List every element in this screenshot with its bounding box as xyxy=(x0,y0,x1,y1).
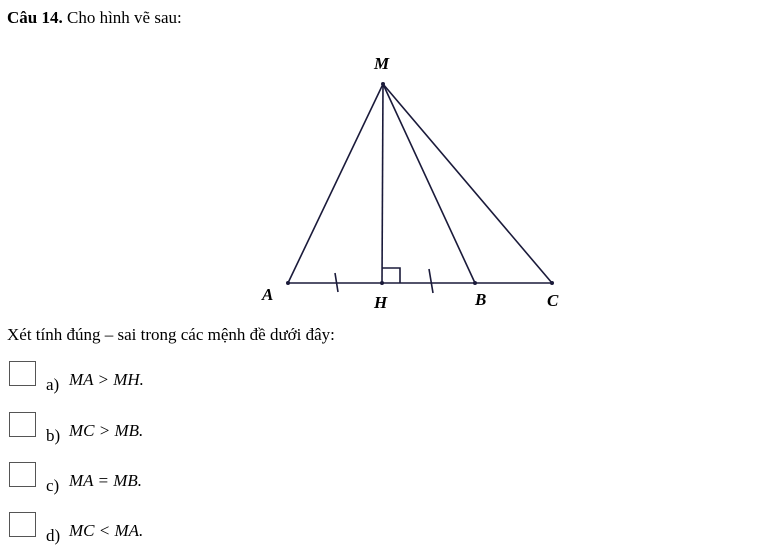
label-h: H xyxy=(374,293,388,312)
segment-mh xyxy=(382,84,383,283)
right-angle-mark xyxy=(382,268,400,283)
segment-mc xyxy=(383,84,552,283)
option-c-text: MA = MB. xyxy=(69,471,143,490)
option-a xyxy=(9,361,409,401)
point-m xyxy=(381,82,385,86)
option-b-text: MC > MB. xyxy=(69,421,144,440)
point-h xyxy=(380,281,384,285)
option-a-text: MA > MH. xyxy=(69,370,144,389)
point-c xyxy=(550,281,554,285)
point-b xyxy=(473,281,477,285)
tick-mark-hb xyxy=(429,269,433,293)
label-a: A xyxy=(262,285,274,304)
option-c-checkbox[interactable] xyxy=(9,462,36,487)
question-number: Câu 14. xyxy=(7,8,63,27)
question-prompt: Cho hình vẽ sau: xyxy=(66,8,182,27)
option-b-checkbox[interactable] xyxy=(9,412,36,437)
option-d xyxy=(9,512,409,552)
option-b-letter: b) xyxy=(46,426,61,445)
label-m: M xyxy=(374,54,390,73)
option-c-letter: c) xyxy=(46,476,60,495)
option-b xyxy=(9,412,409,452)
option-d-text: MC < MA. xyxy=(69,521,144,540)
option-d-letter: d) xyxy=(46,526,61,545)
segment-mb xyxy=(383,84,475,283)
label-b: B xyxy=(475,290,487,309)
option-a-checkbox[interactable] xyxy=(9,361,36,386)
instruction-text: Xét tính đúng – sai trong các mệnh đề dưới đây: xyxy=(7,325,335,344)
option-d-checkbox[interactable] xyxy=(9,512,36,537)
option-a-letter: a) xyxy=(46,375,60,394)
label-c: C xyxy=(547,291,559,310)
segment-ma xyxy=(288,84,383,283)
point-a xyxy=(286,281,290,285)
option-c xyxy=(9,462,409,502)
